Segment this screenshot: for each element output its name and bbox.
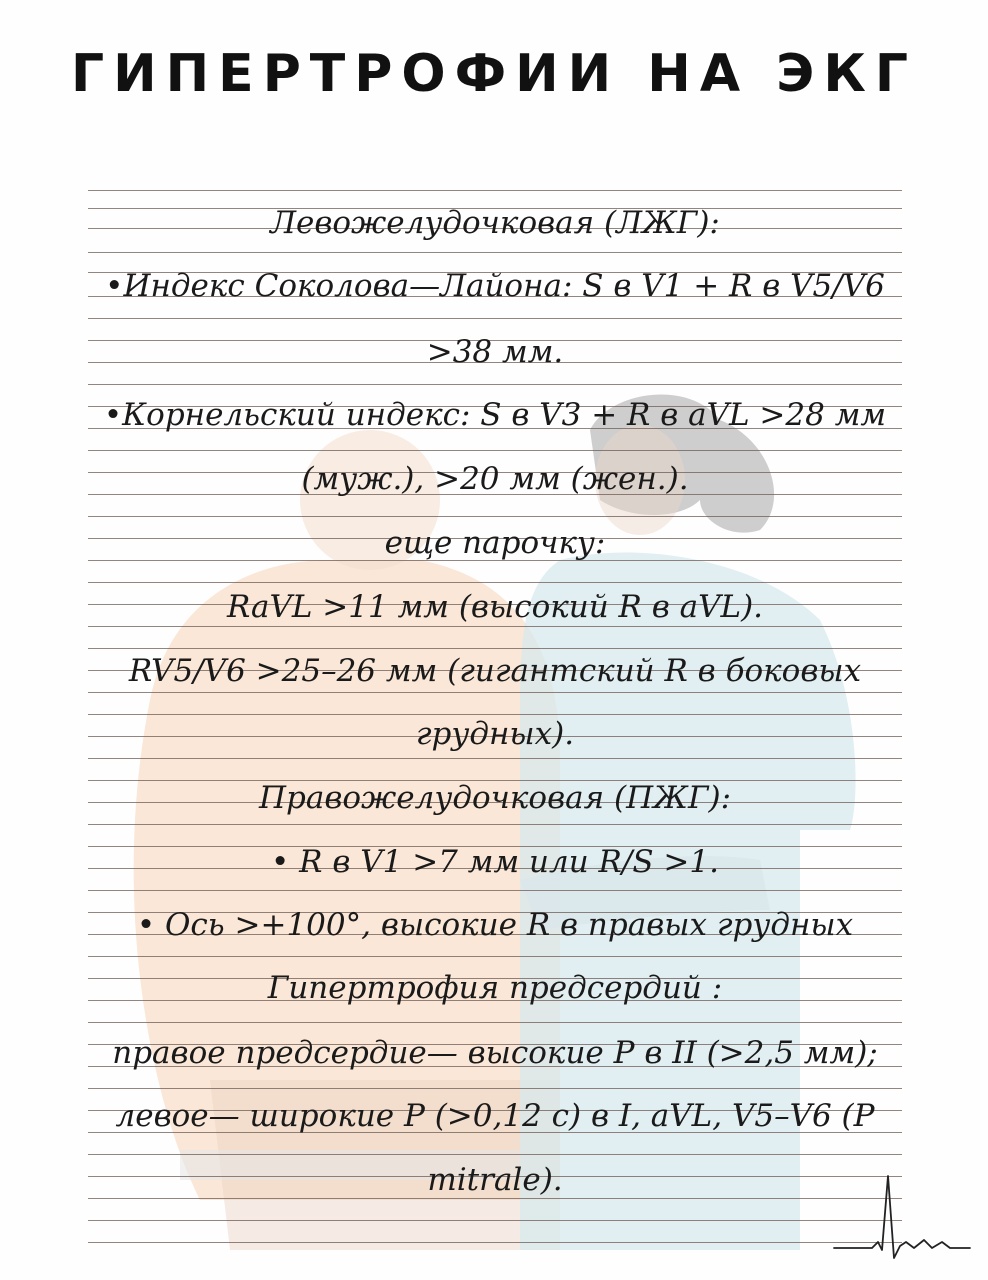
text-line: правое предсердие— высокие P в II (>2,5 мм); [112,1035,878,1071]
rule-line [88,318,902,319]
text-line: Левожелудочковая (ЛЖГ): [270,205,720,241]
text-line: еще парочку: [384,525,606,561]
rule-line [88,1242,902,1243]
text-line: • Ось >+100°, высокие R в правых грудных [136,907,854,943]
rule-line [88,1022,902,1023]
text-line: RaVL >11 мм (высокий R в aVL). [226,589,764,625]
rule-line [88,648,902,649]
rule-line [88,252,902,253]
text-line: Правожелудочковая (ПЖГ): [258,780,732,816]
page-title: ГИПЕРТРОФИИ НА ЭКГ [71,44,917,104]
rule-line [88,450,902,451]
rule-line [88,582,902,583]
text-line: RV5/V6 >25–26 мм (гигантский R в боковых [128,653,862,689]
text-line: грудных). [415,716,575,752]
text-line: Гипертрофия предсердий : [267,970,723,1006]
rule-line [88,1220,902,1221]
text-line: • R в V1 >7 мм или R/S >1. [271,844,719,880]
text-line: mitrale). [427,1162,563,1198]
ruled-lines [88,0,902,1280]
text-line: •Корнельский индекс: S в V3 + R в aVL >28 мм [103,397,887,433]
rule-line [88,890,902,891]
rule-line [88,1088,902,1089]
ecg-trace-icon [832,1170,972,1260]
text-line: левое— широкие P (>0,12 с) в I, aVL, V5–V6 (P [115,1098,875,1134]
rule-line [88,190,902,191]
rule-line [88,516,902,517]
rule-line [88,384,902,385]
rule-line [88,692,902,693]
rule-line [88,758,902,759]
rule-line [88,956,902,957]
rule-line [88,1154,902,1155]
text-line: (муж.), >20 мм (жен.). [301,461,689,497]
text-line: •Индекс Соколова—Лайона: S в V1 + R в V5/V6 [105,268,885,304]
text-line: >38 мм. [426,334,564,370]
rule-line [88,824,902,825]
